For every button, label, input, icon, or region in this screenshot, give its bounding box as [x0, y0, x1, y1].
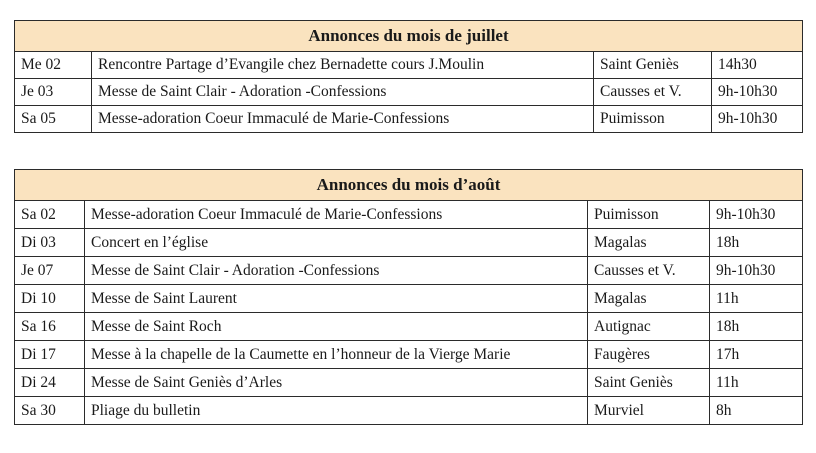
- day-cell: Sa 30: [15, 397, 85, 425]
- july-table-title: Annonces du mois de juillet: [15, 21, 803, 52]
- time-cell: 11h: [710, 369, 803, 397]
- time-cell: 17h: [710, 341, 803, 369]
- july-announcements-table: [14, 20, 803, 133]
- place-cell: Magalas: [588, 285, 710, 313]
- time-cell: 11h: [710, 285, 803, 313]
- event-cell: Messe à la chapelle de la Caumette en l’honneur de la Vierge Marie: [85, 341, 588, 369]
- table-row: [15, 285, 803, 313]
- place-cell: Causses et V.: [588, 257, 710, 285]
- day-cell: Di 10: [15, 285, 85, 313]
- day-cell: Sa 16: [15, 313, 85, 341]
- table-row: [15, 341, 803, 369]
- day-cell: Je 03: [15, 79, 92, 106]
- table-row: [15, 397, 803, 425]
- event-cell: Messe-adoration Coeur Immaculé de Marie-Confessions: [92, 106, 594, 133]
- day-cell: Sa 02: [15, 201, 85, 229]
- time-cell: 9h-10h30: [712, 79, 803, 106]
- table-row: [15, 52, 803, 79]
- event-cell: Messe de Saint Clair - Adoration -Confessions: [92, 79, 594, 106]
- time-cell: 18h: [710, 229, 803, 257]
- table-row: [15, 201, 803, 229]
- event-cell: Messe de Saint Roch: [85, 313, 588, 341]
- table-row: [15, 79, 803, 106]
- event-cell: Messe de Saint Clair - Adoration -Confessions: [85, 257, 588, 285]
- place-cell: Murviel: [588, 397, 710, 425]
- table-row: [15, 229, 803, 257]
- table-row: [15, 369, 803, 397]
- event-cell: Pliage du bulletin: [85, 397, 588, 425]
- place-cell: Magalas: [588, 229, 710, 257]
- day-cell: Di 24: [15, 369, 85, 397]
- august-table-title: Annonces du mois d’août: [15, 170, 803, 201]
- event-cell: Messe de Saint Laurent: [85, 285, 588, 313]
- day-cell: Je 07: [15, 257, 85, 285]
- day-cell: Me 02: [15, 52, 92, 79]
- time-cell: 9h-10h30: [710, 201, 803, 229]
- event-cell: Rencontre Partage d’Evangile chez Bernadette cours J.Moulin: [92, 52, 594, 79]
- august-announcements-table: [14, 169, 803, 425]
- table-row: [15, 257, 803, 285]
- event-cell: Messe de Saint Geniès d’Arles: [85, 369, 588, 397]
- time-cell: 8h: [710, 397, 803, 425]
- table-row: [15, 313, 803, 341]
- day-cell: Di 03: [15, 229, 85, 257]
- place-cell: Puimisson: [594, 106, 712, 133]
- table-row: [15, 106, 803, 133]
- day-cell: Di 17: [15, 341, 85, 369]
- place-cell: Causses et V.: [594, 79, 712, 106]
- place-cell: Saint Geniès: [588, 369, 710, 397]
- place-cell: Faugères: [588, 341, 710, 369]
- event-cell: Concert en l’église: [85, 229, 588, 257]
- day-cell: Sa 05: [15, 106, 92, 133]
- time-cell: 14h30: [712, 52, 803, 79]
- place-cell: Autignac: [588, 313, 710, 341]
- event-cell: Messe-adoration Coeur Immaculé de Marie-Confessions: [85, 201, 588, 229]
- time-cell: 18h: [710, 313, 803, 341]
- time-cell: 9h-10h30: [710, 257, 803, 285]
- place-cell: Saint Geniès: [594, 52, 712, 79]
- place-cell: Puimisson: [588, 201, 710, 229]
- time-cell: 9h-10h30: [712, 106, 803, 133]
